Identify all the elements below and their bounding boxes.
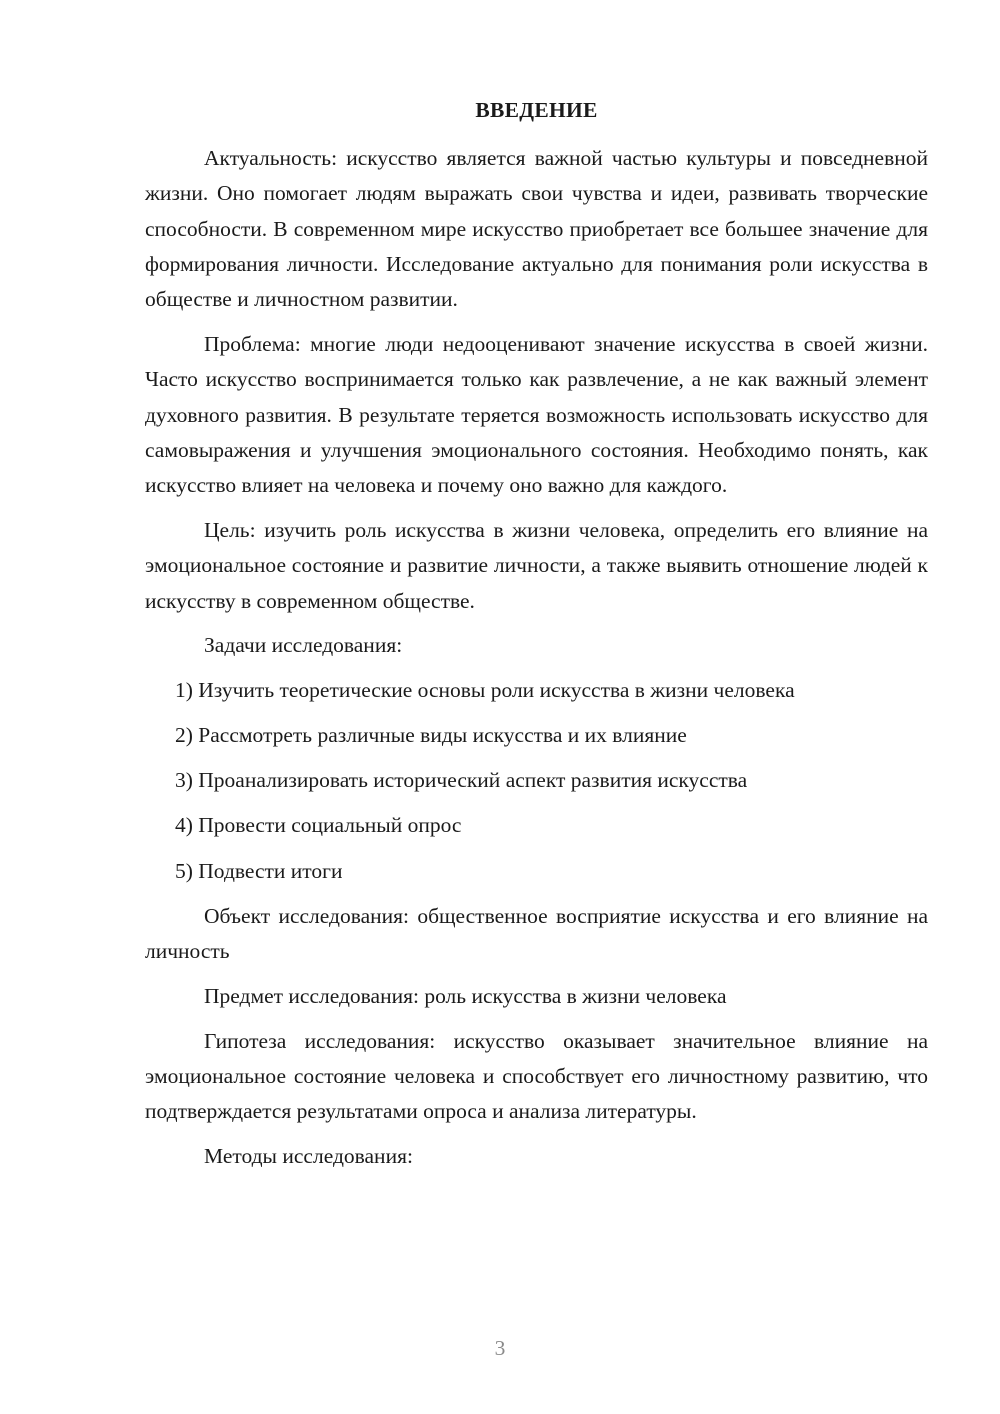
tasks-list: [145, 673, 928, 889]
problem-paragraph: Проблема: многие люди недооценивают значение искусства в своей жизни. Часто искусство воспринимается только как развлечение, а не как важный элемент духовного развития. В результате теряется возможность использовать искусство для самовыражения и улучшения эмоционального состояния. Необходимо понять, как искусство влияет на человека и почему оно важно для каждого.: [145, 331, 928, 498]
task-item: 4) Провести социальный опрос: [175, 813, 462, 838]
task-item: 5) Подвести итоги: [175, 858, 343, 883]
page-number: 3: [494, 1336, 506, 1360]
task-item: 3) Проанализировать исторический аспект развития искусства: [175, 768, 748, 793]
goal-paragraph: Цель: изучить роль искусства в жизни человека, определить его влияние на эмоциональное состояние и развитие личности, а также выявить отношение людей к искусству в современном обществе.: [145, 517, 928, 613]
relevance-paragraph: Актуальность: искусство является важной частью культуры и повседневной жизни. Оно помогает людям выражать свои чувства и идеи, развивать творческие способности. В современном мире искусство приобретает все большее значение для формирования личности. Исследование актуально для понимания роли искусства в обществе и личностном развитии.: [145, 146, 928, 312]
methods-heading: Методы исследования:: [204, 1143, 413, 1168]
section-heading: ВВЕДЕНИЕ: [475, 98, 598, 122]
hypothesis-paragraph: Гипотеза исследования: искусство оказывает значительное влияние на эмоциональное состояние человека и способствует его личностному развитию, что подтверждается результатами опроса и анализа литературы.: [145, 1028, 928, 1124]
document-page: [145, 92, 928, 1184]
task-item: 2) Рассмотреть различные виды искусства и их влияние: [175, 723, 687, 748]
object-paragraph: Объект исследования: общественное восприятие искусства и его влияние на личность: [145, 903, 928, 963]
subject-paragraph: Предмет исследования: роль искусства в жизни человека: [204, 983, 727, 1008]
task-item: 1) Изучить теоретические основы роли искусства в жизни человека: [175, 678, 795, 703]
tasks-heading: Задачи исследования:: [204, 633, 403, 658]
